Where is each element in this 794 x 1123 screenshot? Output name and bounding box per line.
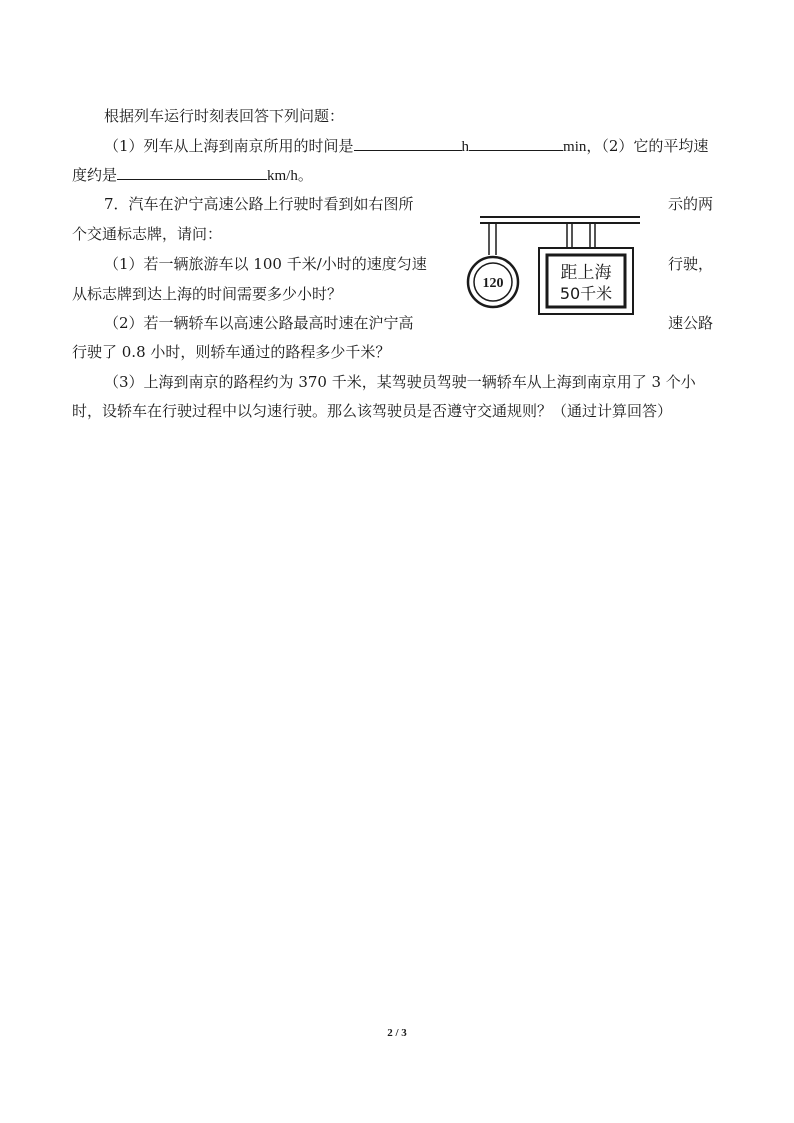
q7-p2-left: （2）若一辆轿车以高速公路最高时速在沪宁高 xyxy=(104,314,414,332)
q7-p3-line2: 时，设轿车在行驶过程中以匀速行驶。那么该驾驶员是否遵守交通规则？（通过计算回答） xyxy=(72,402,673,420)
q7-p2-line2: 行驶了 0.8 小时，则轿车通过的路程多少千米？ xyxy=(72,343,391,361)
q7-p1-left: （1）若一辆旅游车以 100 千米/小时的速度匀速 xyxy=(104,255,427,273)
answer-blank-speed[interactable] xyxy=(117,165,267,180)
q6-part2-line2 xyxy=(72,165,724,186)
q7-p3-line1: （3）上海到南京的路程约为 370 千米，某驾驶员驾驶一辆轿车从上海到南京用了 3 个小 xyxy=(104,373,696,391)
unit-minutes: min xyxy=(563,139,587,155)
answer-blank-minutes[interactable] xyxy=(469,136,563,151)
traffic-signs-figure xyxy=(466,210,642,320)
speed-limit-value: 120 xyxy=(482,276,504,291)
distance-sign xyxy=(539,248,633,314)
answer-blank-hours[interactable] xyxy=(354,136,462,151)
distance-sign-line1: 距上海 xyxy=(560,263,612,283)
q6-part1-prefix: （1）列车从上海到南京所用的时间是 xyxy=(104,137,354,155)
q6-end-mark: 。 xyxy=(297,166,313,184)
q7-p1-line2: 从标志牌到达上海的时间需要多少小时？ xyxy=(72,285,343,303)
q7-p2-right: 速公路 xyxy=(668,314,714,332)
q6-part2-prefix: ，（2）它的平均速 xyxy=(586,137,709,155)
q6-part1-line1 xyxy=(104,136,724,157)
q7-line1-right: 示的两 xyxy=(668,195,714,213)
speed-limit-sign xyxy=(468,257,518,307)
page-number: 2 / 3 xyxy=(387,1027,407,1039)
distance-sign-line2: 50千米 xyxy=(559,284,613,303)
unit-hours: h xyxy=(461,139,470,155)
intro-text: 根据列车运行时刻表回答下列问题： xyxy=(104,107,345,125)
q7-line2: 个交通标志牌，请问： xyxy=(72,225,223,243)
q6-part2-speed-prefix: 度约是 xyxy=(72,166,118,184)
q7-p1-right: 行驶， xyxy=(668,255,714,273)
q7-line1-left: 7．汽车在沪宁高速公路上行驶时看到如右图所 xyxy=(104,195,414,213)
unit-speed: km/h xyxy=(267,168,298,184)
